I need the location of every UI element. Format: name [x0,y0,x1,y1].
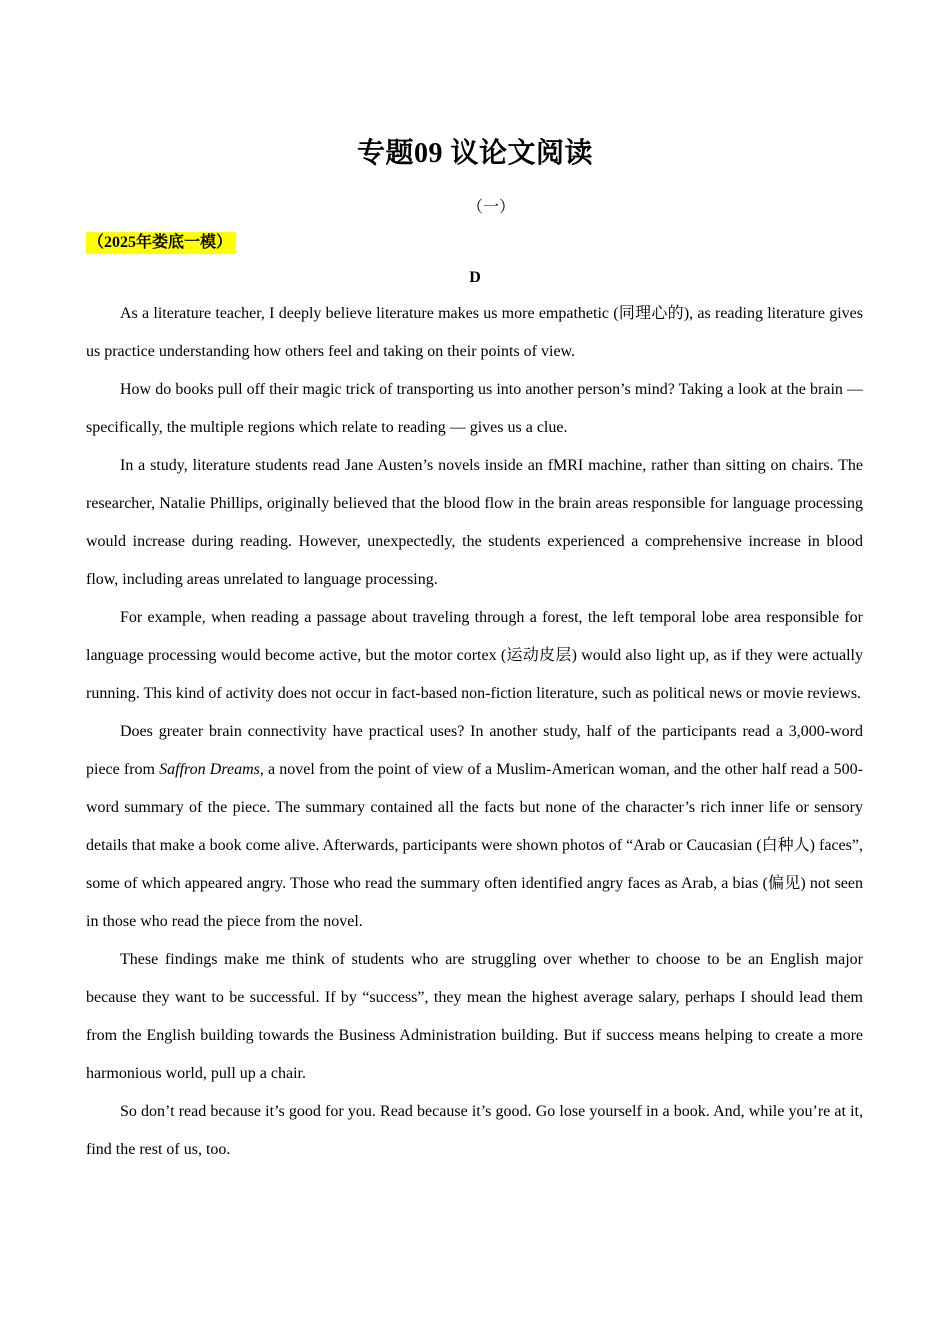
page-title: 专题09 议论文阅读 [356,138,593,169]
paragraph-1: As a literature teacher, I deeply believe literature makes us more empathetic (同理心的), as reading literature gives us practice understanding how others feel and taking on their points of view. [86,305,863,360]
paragraph-4: For example, when reading a passage about traveling through a forest, the left temporal lobe area responsible for language processing would become active, but the motor cortex (运动皮层) would also light up, as if they were actually running. This kind of activity does not occur in fact-based non-fiction literature, such as political news or movie reviews. [86,609,863,702]
paragraph-6: These findings make me think of students who are struggling over whether to choose to be an English major because they want to be successful. If by “success”, they mean the highest average salary, perhaps I should lead them from the English building towards the Business Administration building. But if success means helping to create a more harmonious world, pull up a chair. [86,951,863,1082]
paragraph-2: How do books pull off their magic trick of transporting us into another person’s mind? Taking a look at the brain — specifically, the multiple regions which relate to reading — gives us a clue. [86,381,863,436]
paragraph-7: So don’t read because it’s good for you. Read because it’s good. Go lose yourself in a book. And, while you’re at it, find the rest of us, too. [86,1103,863,1158]
passage-letter: D [469,269,481,286]
source-tag-highlight: （2025年娄底一模） [86,232,236,254]
paragraph-5-rest: , a novel from the point of view of a Muslim-American woman, and the other half read a 500-word summary of the piece. The summary contained all the facts but none of the character’s rich inner life or sensory details that make a book come alive. Afterwards, participants were shown photos of “Arab or Caucasian (白种人) faces”, some of which appeared angry. Those who read the summary often identified angry faces as Arab, a bias (偏见) not seen in those who read the piece from the novel. [86,761,863,930]
book-title-italic: Saffron Dreams [159,761,260,778]
paragraph-5 [86,713,863,941]
passage-body [86,295,863,1169]
paragraph-5-lead: Does greater brain connectivity have practical uses? In another study, half of the participants read a 3,000-word piece from [86,723,863,778]
section-number: （一） [466,199,515,216]
paragraph-3: In a study, literature students read Jane Austen’s novels inside an fMRI machine, rather than sitting on chairs. The researcher, Natalie Phillips, originally believed that the blood flow in the brain areas responsible for language processing would increase during reading. However, unexpectedly, the students experienced a comprehensive increase in blood flow, including areas unrelated to language processing. [86,457,863,588]
